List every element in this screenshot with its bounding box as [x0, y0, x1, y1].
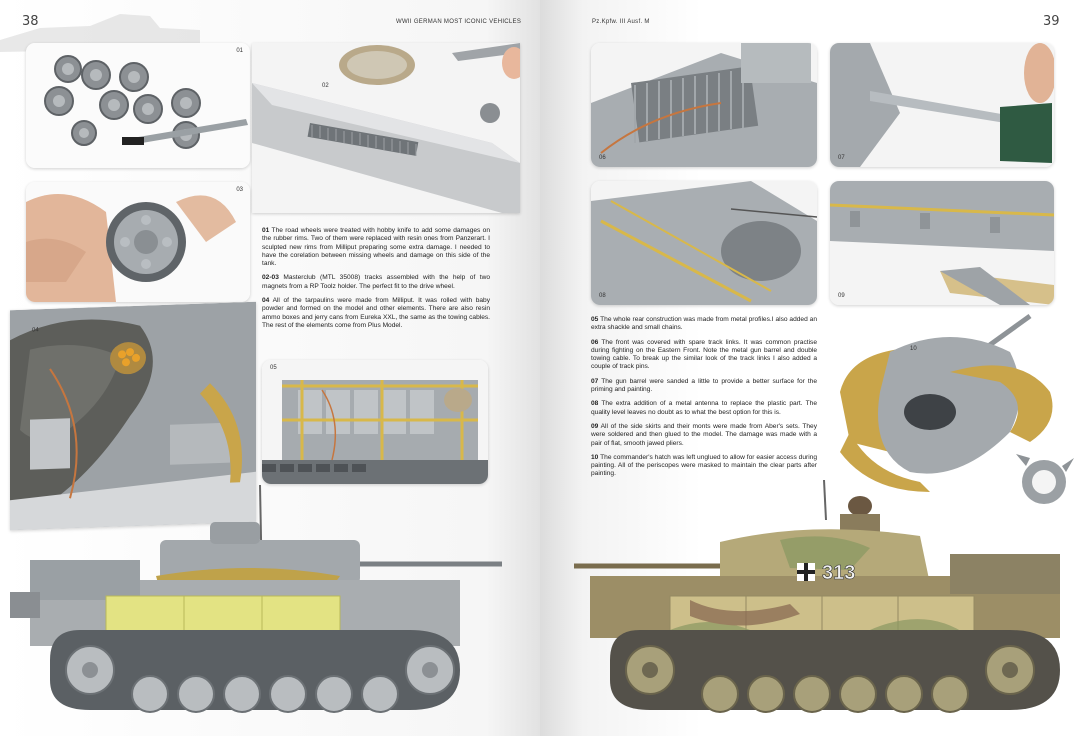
photo-02-label: 02 — [322, 83, 329, 89]
photo-08-label: 08 — [599, 293, 606, 299]
photo-07-label: 07 — [838, 155, 845, 161]
caption-09 — [591, 423, 817, 448]
caption-08 — [591, 400, 817, 417]
photo-01-road-wheels — [26, 43, 250, 168]
caption-04-text: All of the tarpaulins were made from Milliput. It was rolled with baby powder and formed on the model and other elements. There are also resin ammo boxes and jerry cans from Eureka XXL, the same as the towing cables. The rest of the elements come from Plus Model. — [262, 297, 490, 329]
right-running-header: Pz.Kpfw. III Ausf. M — [592, 19, 650, 25]
photo-01-label: 01 — [236, 48, 243, 54]
caption-04-num: 04 — [262, 297, 270, 305]
caption-10 — [591, 454, 817, 479]
caption-10-num: 10 — [591, 453, 599, 461]
caption-06 — [591, 339, 817, 372]
photo-10-label: 10 — [910, 346, 917, 352]
caption-06-text: The front was covered with spare track links. It was common practise during fighting on the Eastern Front. Note the metal gun barrel and double towing cable. To break up the similar look of the track links I also added a couple of track pins. — [591, 338, 817, 371]
caption-05-text: The whole rear construction was made from metal profiles.I also added an extra shackle and small chains. — [591, 316, 817, 332]
photo-06-label: 06 — [599, 155, 606, 161]
caption-05-num: 05 — [591, 316, 599, 323]
photo-03-drive-wheel — [26, 182, 250, 302]
photo-05-rear-construction — [262, 360, 488, 484]
photo-05-label: 05 — [270, 365, 277, 371]
caption-01 — [262, 227, 490, 268]
turret-number-marking: 313 — [822, 562, 856, 584]
caption-09-num: 09 — [591, 422, 599, 430]
caption-08-text: The extra addition of a metal antenna to replace the plastic part. The quality level leaves no doubt as to what the best option for this is. — [591, 400, 817, 416]
tank-camouflaged-painted — [570, 480, 1080, 730]
left-running-header: WWII GERMAN MOST ICONIC VEHICLES — [396, 19, 522, 25]
caption-04 — [262, 297, 490, 330]
caption-02-03 — [262, 274, 490, 291]
caption-08-num: 08 — [591, 400, 599, 408]
caption-02-03-text: Masterclub (MTL 35008) tracks assembled with the help of two magnets from a RP Toolz holder. The perfect fit to the drive wheel. — [262, 274, 490, 290]
left-page-number: 38 — [22, 14, 39, 29]
caption-09-text: All of the side skirts and their monts were made from Aber's sets. They were soldered and then glued to the model. The damage was made with a pair of flat, smooth jawed pliers. — [591, 422, 817, 447]
captions-left — [262, 227, 490, 336]
photo-09-side-skirts — [830, 181, 1054, 305]
caption-10-text: The commander's hatch was left unglued to allow for easier access during painting. All of the periscopes were masked to maintain the clear parts after painting. — [591, 453, 817, 478]
right-page — [540, 0, 1080, 736]
right-page-number: 39 — [1043, 14, 1060, 29]
photo-09-label: 09 — [838, 293, 845, 299]
caption-07 — [591, 378, 817, 395]
photo-04-label: 04 — [32, 327, 39, 334]
caption-02-03-num: 02-03 — [262, 274, 279, 282]
caption-07-num: 07 — [591, 377, 599, 385]
photo-02-track-holder — [252, 43, 520, 213]
tank-grey-unpainted — [10, 480, 510, 730]
caption-07-text: The gun barrel were sanded a little to provide a better surface for the priming and painting. — [591, 377, 817, 394]
caption-06-num: 06 — [591, 338, 599, 346]
photo-07-gun-barrel — [830, 43, 1054, 167]
caption-05 — [591, 316, 817, 333]
caption-01-text: The road wheels were treated with hobby knife to add some damages on the rubber rims. Two of them were replaced with resin ones from Panzerart. I sculpted new rims from Milliput preparing some extra damage. I needed to have the corelation between missing wheels and damage on this side of the tank. — [262, 227, 490, 268]
caption-01-num: 01 — [262, 227, 270, 234]
captions-right — [591, 316, 817, 485]
photo-08-antenna — [591, 181, 817, 305]
photo-06-spare-tracks — [591, 43, 817, 167]
photo-03-label: 03 — [236, 187, 243, 193]
